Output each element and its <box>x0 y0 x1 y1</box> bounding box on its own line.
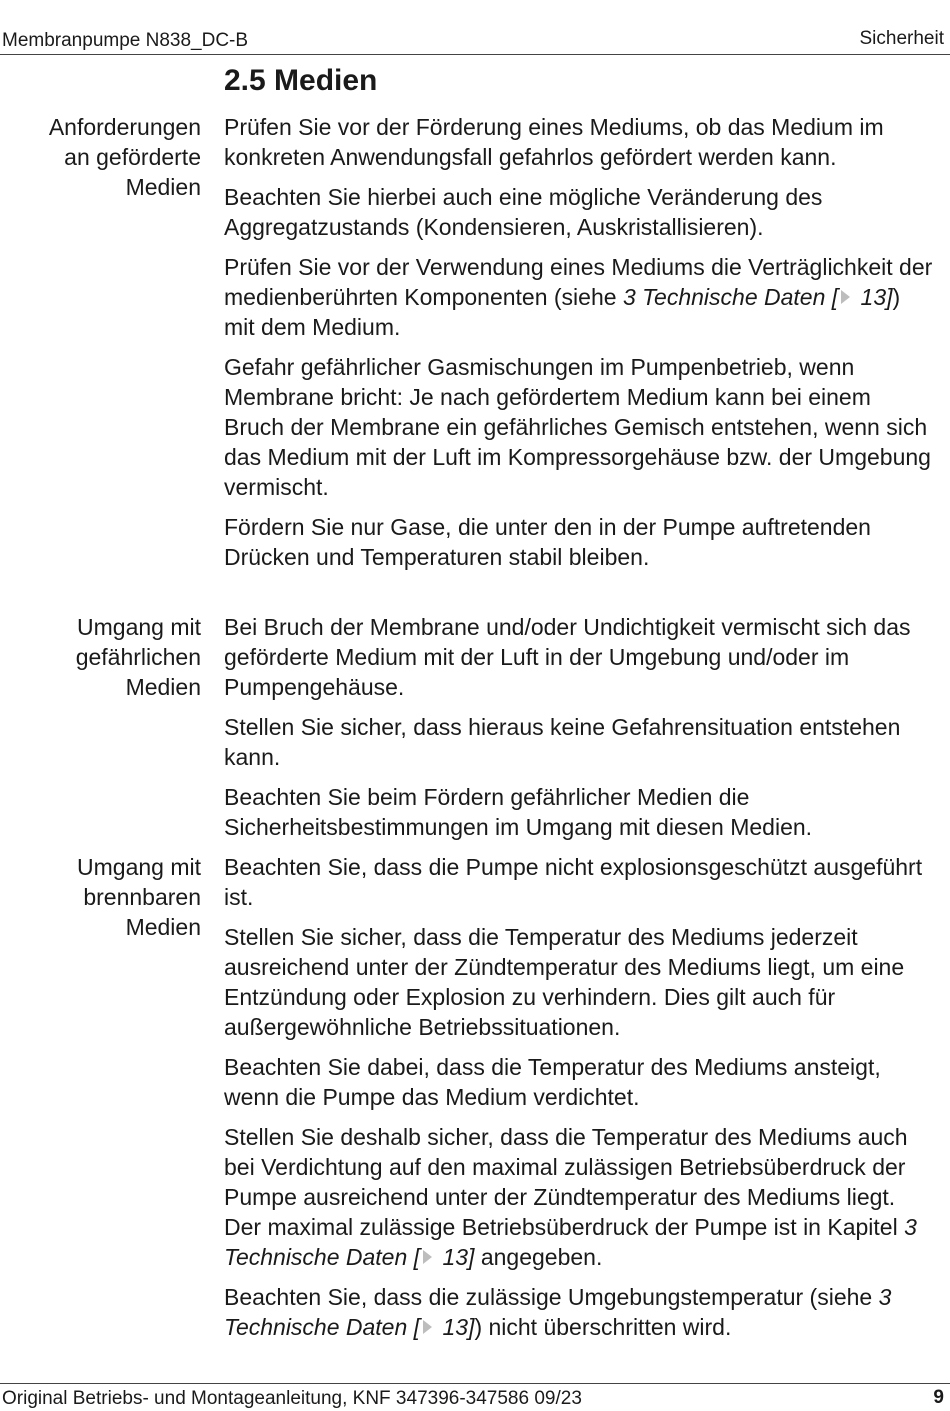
side-label-brennbare-medien: Umgang mit brennbaren Medien <box>77 854 201 940</box>
paragraph: Bei Bruch der Membrane und/oder Undichtigkeit vermischt sich das geförderte Medium mit der Luft in der Umgebung und/oder im Pumpengehäuse. <box>224 614 911 700</box>
paragraph: Beachten Sie, dass die zulässige Umgebungstemperatur (siehe 3 Technische Daten [ 13]) nicht überschritten wird. <box>224 1284 892 1340</box>
paragraph: Prüfen Sie vor der Förderung eines Mediums, ob das Medium im konkreten Anwendungsfall gefahrlos gefördert werden kann. <box>224 114 884 170</box>
page-header <box>0 0 950 55</box>
paragraph: Stellen Sie deshalb sicher, dass die Temperatur des Mediums auch bei Verdichtung auf den maximal zulässigen Betriebsüberdruck der Pumpe ausreichend unter der Zündtemperatur des Mediums liegt. Der maximal zulässige Betriebsüberdruck der Pumpe ist in Kapitel 3 Technische Daten [ 13] angegeben. <box>224 1124 917 1270</box>
page-arrow-icon <box>841 290 850 304</box>
cross-reference-link[interactable]: 3 Technische Daten [ 13] <box>622 284 893 310</box>
paragraph: Beachten Sie, dass die Pumpe nicht explosionsgeschützt ausgeführt ist. <box>224 854 923 910</box>
footer-divider <box>0 1383 950 1384</box>
paragraph: Prüfen Sie vor der Verwendung eines Mediums die Verträglichkeit der medienberührten Komponenten (siehe 3 Technische Daten [ 13]) mit dem Medium. <box>224 254 933 340</box>
page-footer <box>0 1383 950 1411</box>
cross-reference-link[interactable]: 3 Technische Daten [ 13] <box>224 1284 892 1340</box>
document-title: Membranpumpe N838_DC-B <box>2 30 249 51</box>
page-number: 9 <box>933 1387 944 1408</box>
paragraph: Beachten Sie hierbei auch eine mögliche Veränderung des Aggregatzustands (Kondensieren, Auskristallisieren). <box>224 184 823 240</box>
page-arrow-icon <box>423 1320 432 1334</box>
paragraph: Fördern Sie nur Gase, die unter den in der Pumpe auftretenden Drücken und Temperaturen stabil bleiben. <box>224 514 871 570</box>
side-label-gefaehrliche-medien: Umgang mit gefährlichen Medien <box>75 614 201 700</box>
document-info: Original Betriebs- und Montageanleitung, KNF 347396-347586 09/23 <box>2 1388 582 1409</box>
main-text-block-1 <box>224 112 936 582</box>
section-title: 2.5 Medien <box>224 64 378 97</box>
paragraph: Beachten Sie dabei, dass die Temperatur des Mediums ansteigt, wenn die Pumpe das Medium verdichtet. <box>224 1054 881 1110</box>
cross-reference-link[interactable]: 3 Technische Daten [ 13] <box>224 1214 917 1270</box>
main-text-block-3 <box>224 852 936 1352</box>
paragraph: Stellen Sie sicher, dass hieraus keine Gefahrensituation entstehen kann. <box>224 714 901 770</box>
page-arrow-icon <box>423 1250 432 1264</box>
side-label-anforderungen: Anforderungen an geförderte Medien <box>48 114 201 200</box>
header-divider <box>0 54 950 55</box>
paragraph: Gefahr gefährlicher Gasmischungen im Pumpenbetrieb, wenn Membrane bricht: Je nach gefördertem Medium kann bei einem Bruch der Membrane ein gefährliches Gemisch entstehen, wenn sich das Medium mit der Luft im Kompressorgehäuse bzw. der Umgebung vermischt. <box>224 354 931 500</box>
chapter-title: Sicherheit <box>859 28 944 49</box>
paragraph: Beachten Sie beim Fördern gefährlicher Medien die Sicherheitsbestimmungen im Umgang mit diesen Medien. <box>224 784 813 840</box>
main-text-block-2 <box>224 612 936 852</box>
paragraph: Stellen Sie sicher, dass die Temperatur des Mediums jederzeit ausreichend unter der Zündtemperatur des Mediums liegt, um eine Entzündung oder Explosion zu verhindern. Dies gilt auch für außergewöhnliche Betriebssituationen. <box>224 924 905 1040</box>
